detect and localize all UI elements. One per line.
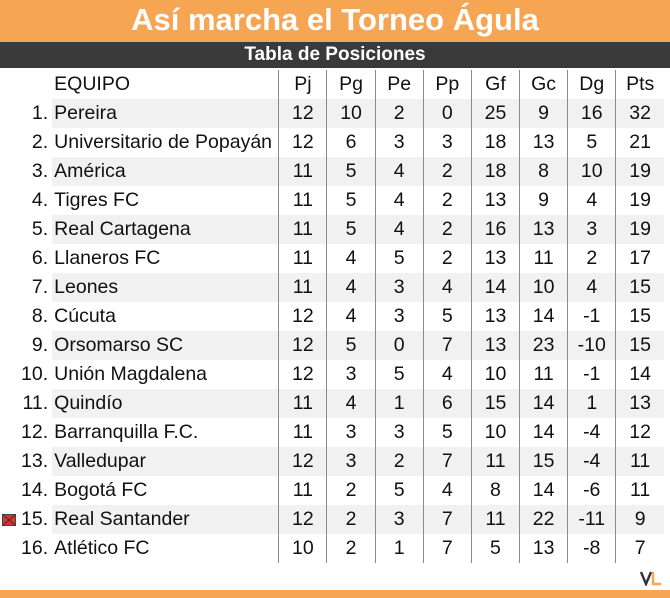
rank-label: 5.	[31, 218, 49, 240]
stat-pg: 5	[327, 157, 375, 186]
stat-dg: -1	[568, 302, 616, 331]
rank-label: 3.	[31, 160, 49, 182]
header-dg: Dg	[568, 70, 616, 99]
stat-gf: 16	[471, 215, 519, 244]
rank-cell	[0, 418, 52, 447]
stat-pj: 11	[279, 186, 327, 215]
stat-pe: 5	[375, 244, 423, 273]
stat-pg: 5	[327, 186, 375, 215]
stat-pj: 12	[279, 331, 327, 360]
bottom-accent-bar	[0, 590, 670, 598]
stat-gf: 13	[471, 331, 519, 360]
stat-gc: 22	[520, 505, 568, 534]
stat-gf: 13	[471, 244, 519, 273]
stat-pj: 11	[279, 157, 327, 186]
team-name: Pereira	[52, 99, 279, 128]
stat-dg: -4	[568, 447, 616, 476]
team-name: Quindío	[52, 389, 279, 418]
stat-gf: 10	[471, 360, 519, 389]
header-pg: Pg	[327, 70, 375, 99]
stat-pj: 12	[279, 447, 327, 476]
stat-pe: 3	[375, 128, 423, 157]
stat-pp: 7	[423, 505, 471, 534]
stat-pts: 13	[616, 389, 664, 418]
stat-gc: 14	[520, 476, 568, 505]
table-row	[0, 186, 664, 215]
stat-pe: 3	[375, 505, 423, 534]
stat-pts: 14	[616, 360, 664, 389]
table-subtitle: Tabla de Posiciones	[0, 42, 670, 68]
stat-pj: 10	[279, 534, 327, 563]
stat-pp: 2	[423, 215, 471, 244]
rank-cell	[0, 302, 52, 331]
stat-pe: 2	[375, 447, 423, 476]
rank-cell	[0, 331, 52, 360]
header-equipo: EQUIPO	[54, 73, 131, 95]
page-title: Así marcha el Torneo Águla	[0, 0, 670, 42]
stat-pts: 19	[616, 157, 664, 186]
table-row	[0, 244, 664, 273]
rank-cell	[0, 534, 52, 563]
stat-pj: 12	[279, 302, 327, 331]
stat-pts: 12	[616, 418, 664, 447]
stat-gc: 9	[520, 99, 568, 128]
stat-gf: 11	[471, 505, 519, 534]
stat-pj: 12	[279, 505, 327, 534]
rank-label: 8.	[31, 305, 49, 327]
stat-pe: 3	[375, 273, 423, 302]
stat-pe: 0	[375, 331, 423, 360]
stat-gf: 18	[471, 157, 519, 186]
table-row	[0, 389, 664, 418]
rank-cell	[0, 389, 52, 418]
stat-gc: 11	[520, 360, 568, 389]
stat-gc: 14	[520, 302, 568, 331]
stat-gf: 8	[471, 476, 519, 505]
stat-dg: -11	[568, 505, 616, 534]
stat-pts: 11	[616, 476, 664, 505]
header-pe: Pe	[375, 70, 423, 99]
stat-pp: 7	[423, 534, 471, 563]
stat-gc: 15	[520, 447, 568, 476]
table-row	[0, 157, 664, 186]
rank-cell	[0, 128, 52, 157]
stat-pts: 32	[616, 99, 664, 128]
team-name: Bogotá FC	[54, 479, 148, 501]
standings-body	[0, 99, 664, 563]
stat-pe: 3	[375, 302, 423, 331]
rank-label: 12.	[21, 421, 49, 443]
stat-pj: 12	[279, 360, 327, 389]
table-row	[0, 215, 664, 244]
stat-gf: 5	[471, 534, 519, 563]
stat-gf: 15	[471, 389, 519, 418]
team-name: Real Santander	[52, 505, 279, 534]
stat-gf: 25	[471, 99, 519, 128]
team-name: Tigres FC	[54, 189, 140, 211]
rank-label: 14.	[21, 479, 49, 501]
team-name: Real Cartagena	[52, 215, 279, 244]
table-row	[0, 505, 664, 534]
stat-pe: 3	[375, 418, 423, 447]
stat-pe: 5	[375, 476, 423, 505]
stat-pp: 2	[423, 244, 471, 273]
stat-dg: 4	[568, 273, 616, 302]
stat-dg: -6	[568, 476, 616, 505]
stat-pp: 0	[423, 99, 471, 128]
stat-gc: 23	[520, 331, 568, 360]
stat-gc: 13	[520, 215, 568, 244]
stat-pj: 11	[279, 476, 327, 505]
table-row	[0, 360, 664, 389]
stat-dg: 1	[568, 389, 616, 418]
team-name: Orsomarso SC	[52, 331, 279, 360]
stat-gc: 10	[520, 273, 568, 302]
stat-gf: 18	[471, 128, 519, 157]
stat-pp: 5	[423, 418, 471, 447]
stat-pg: 2	[327, 476, 375, 505]
rank-cell	[0, 186, 52, 215]
stat-gf: 13	[471, 302, 519, 331]
team-name: Leones	[52, 273, 279, 302]
table-row	[0, 302, 664, 331]
stat-pg: 5	[327, 215, 375, 244]
team-name: Cúcuta	[54, 305, 116, 327]
stat-pg: 3	[327, 447, 375, 476]
header-pj: Pj	[279, 70, 327, 99]
stat-dg: 16	[568, 99, 616, 128]
rank-label: 6.	[31, 247, 49, 269]
stat-gc: 8	[520, 157, 568, 186]
stat-pp: 5	[423, 302, 471, 331]
stat-pg: 3	[327, 418, 375, 447]
team-name: Barranquilla F.C.	[54, 421, 199, 443]
table-row	[0, 273, 664, 302]
stat-gc: 13	[520, 128, 568, 157]
stat-pe: 2	[375, 99, 423, 128]
stat-pe: 1	[375, 389, 423, 418]
rank-cell	[0, 157, 52, 186]
stat-pp: 4	[423, 273, 471, 302]
table-row	[0, 99, 664, 128]
stat-gc: 14	[520, 389, 568, 418]
stat-pe: 4	[375, 215, 423, 244]
stat-pts: 15	[616, 273, 664, 302]
stat-pts: 19	[616, 186, 664, 215]
stat-pg: 6	[327, 128, 375, 157]
header-row	[0, 70, 664, 99]
stat-pj: 12	[279, 128, 327, 157]
rank-cell	[0, 505, 52, 534]
stat-pp: 6	[423, 389, 471, 418]
team-name: Unión Magdalena	[54, 363, 208, 385]
stat-pj: 12	[279, 99, 327, 128]
team-name: América	[52, 157, 279, 186]
standings-table	[0, 70, 664, 563]
stat-pp: 2	[423, 186, 471, 215]
stat-gc: 14	[520, 418, 568, 447]
vl-logo-icon	[640, 570, 662, 586]
stat-pg: 4	[327, 244, 375, 273]
team-name: Universitario de Popayán	[54, 131, 273, 153]
rank-cell	[0, 447, 52, 476]
team-name: Llaneros FC	[54, 247, 161, 269]
rank-label: 15.	[21, 508, 49, 530]
team-name: Atlético FC	[54, 537, 150, 559]
rank-cell	[0, 99, 52, 128]
rank-cell	[0, 273, 52, 302]
rank-label: 10.	[21, 363, 49, 385]
header-pp: Pp	[423, 70, 471, 99]
stat-pg: 10	[327, 99, 375, 128]
stat-dg: -10	[568, 331, 616, 360]
rank-cell	[0, 244, 52, 273]
stat-pg: 4	[327, 302, 375, 331]
stat-dg: 2	[568, 244, 616, 273]
stat-pg: 2	[327, 534, 375, 563]
stat-gf: 13	[471, 186, 519, 215]
stat-pp: 7	[423, 331, 471, 360]
stat-pe: 4	[375, 157, 423, 186]
stat-pts: 15	[616, 302, 664, 331]
stat-pj: 11	[279, 418, 327, 447]
stat-pg: 4	[327, 273, 375, 302]
table-row	[0, 447, 664, 476]
stat-gc: 13	[520, 534, 568, 563]
rank-label: 16.	[21, 537, 49, 559]
stat-pp: 3	[423, 128, 471, 157]
stat-pg: 3	[327, 360, 375, 389]
rank-label: 9.	[31, 334, 49, 356]
stat-pj: 11	[279, 244, 327, 273]
rank-label: 1.	[31, 102, 49, 124]
rank-label: 7.	[31, 276, 49, 298]
stat-pts: 11	[616, 447, 664, 476]
stat-dg: 10	[568, 157, 616, 186]
table-row	[0, 128, 664, 157]
rank-cell	[0, 215, 52, 244]
stat-gc: 11	[520, 244, 568, 273]
stat-pts: 7	[616, 534, 664, 563]
stat-dg: 4	[568, 186, 616, 215]
stat-pe: 1	[375, 534, 423, 563]
stat-pg: 5	[327, 331, 375, 360]
rank-label: 11.	[22, 392, 49, 414]
rank-label: 2.	[31, 131, 49, 153]
stat-pe: 5	[375, 360, 423, 389]
header-rank	[0, 70, 52, 99]
rank-label: 4.	[31, 189, 49, 211]
table-row	[0, 418, 664, 447]
stat-pj: 11	[279, 215, 327, 244]
stat-dg: -1	[568, 360, 616, 389]
standings-table-wrapper	[0, 70, 670, 563]
stat-dg: 5	[568, 128, 616, 157]
stat-pts: 15	[616, 331, 664, 360]
stat-pp: 7	[423, 447, 471, 476]
stat-pp: 2	[423, 157, 471, 186]
stat-pts: 9	[616, 505, 664, 534]
team-name: Valledupar	[52, 447, 279, 476]
rank-cell	[0, 476, 52, 505]
header-gc: Gc	[520, 70, 568, 99]
table-row	[0, 534, 664, 563]
stat-pj: 11	[279, 273, 327, 302]
stat-dg: 3	[568, 215, 616, 244]
header-gf: Gf	[471, 70, 519, 99]
stat-pp: 4	[423, 360, 471, 389]
table-row	[0, 331, 664, 360]
stat-pp: 4	[423, 476, 471, 505]
table-row	[0, 476, 664, 505]
rank-cell	[0, 360, 52, 389]
header-pts: Pts	[616, 70, 664, 99]
stat-gf: 11	[471, 447, 519, 476]
stat-pj: 11	[279, 389, 327, 418]
stat-gf: 10	[471, 418, 519, 447]
stat-dg: -4	[568, 418, 616, 447]
flag-icon	[2, 514, 16, 526]
rank-label: 13.	[21, 450, 49, 472]
stat-pe: 4	[375, 186, 423, 215]
stat-pg: 2	[327, 505, 375, 534]
stat-gf: 14	[471, 273, 519, 302]
stat-pts: 17	[616, 244, 664, 273]
stat-pts: 19	[616, 215, 664, 244]
stat-dg: -8	[568, 534, 616, 563]
stat-gc: 9	[520, 186, 568, 215]
stat-pg: 4	[327, 389, 375, 418]
stat-pts: 21	[616, 128, 664, 157]
